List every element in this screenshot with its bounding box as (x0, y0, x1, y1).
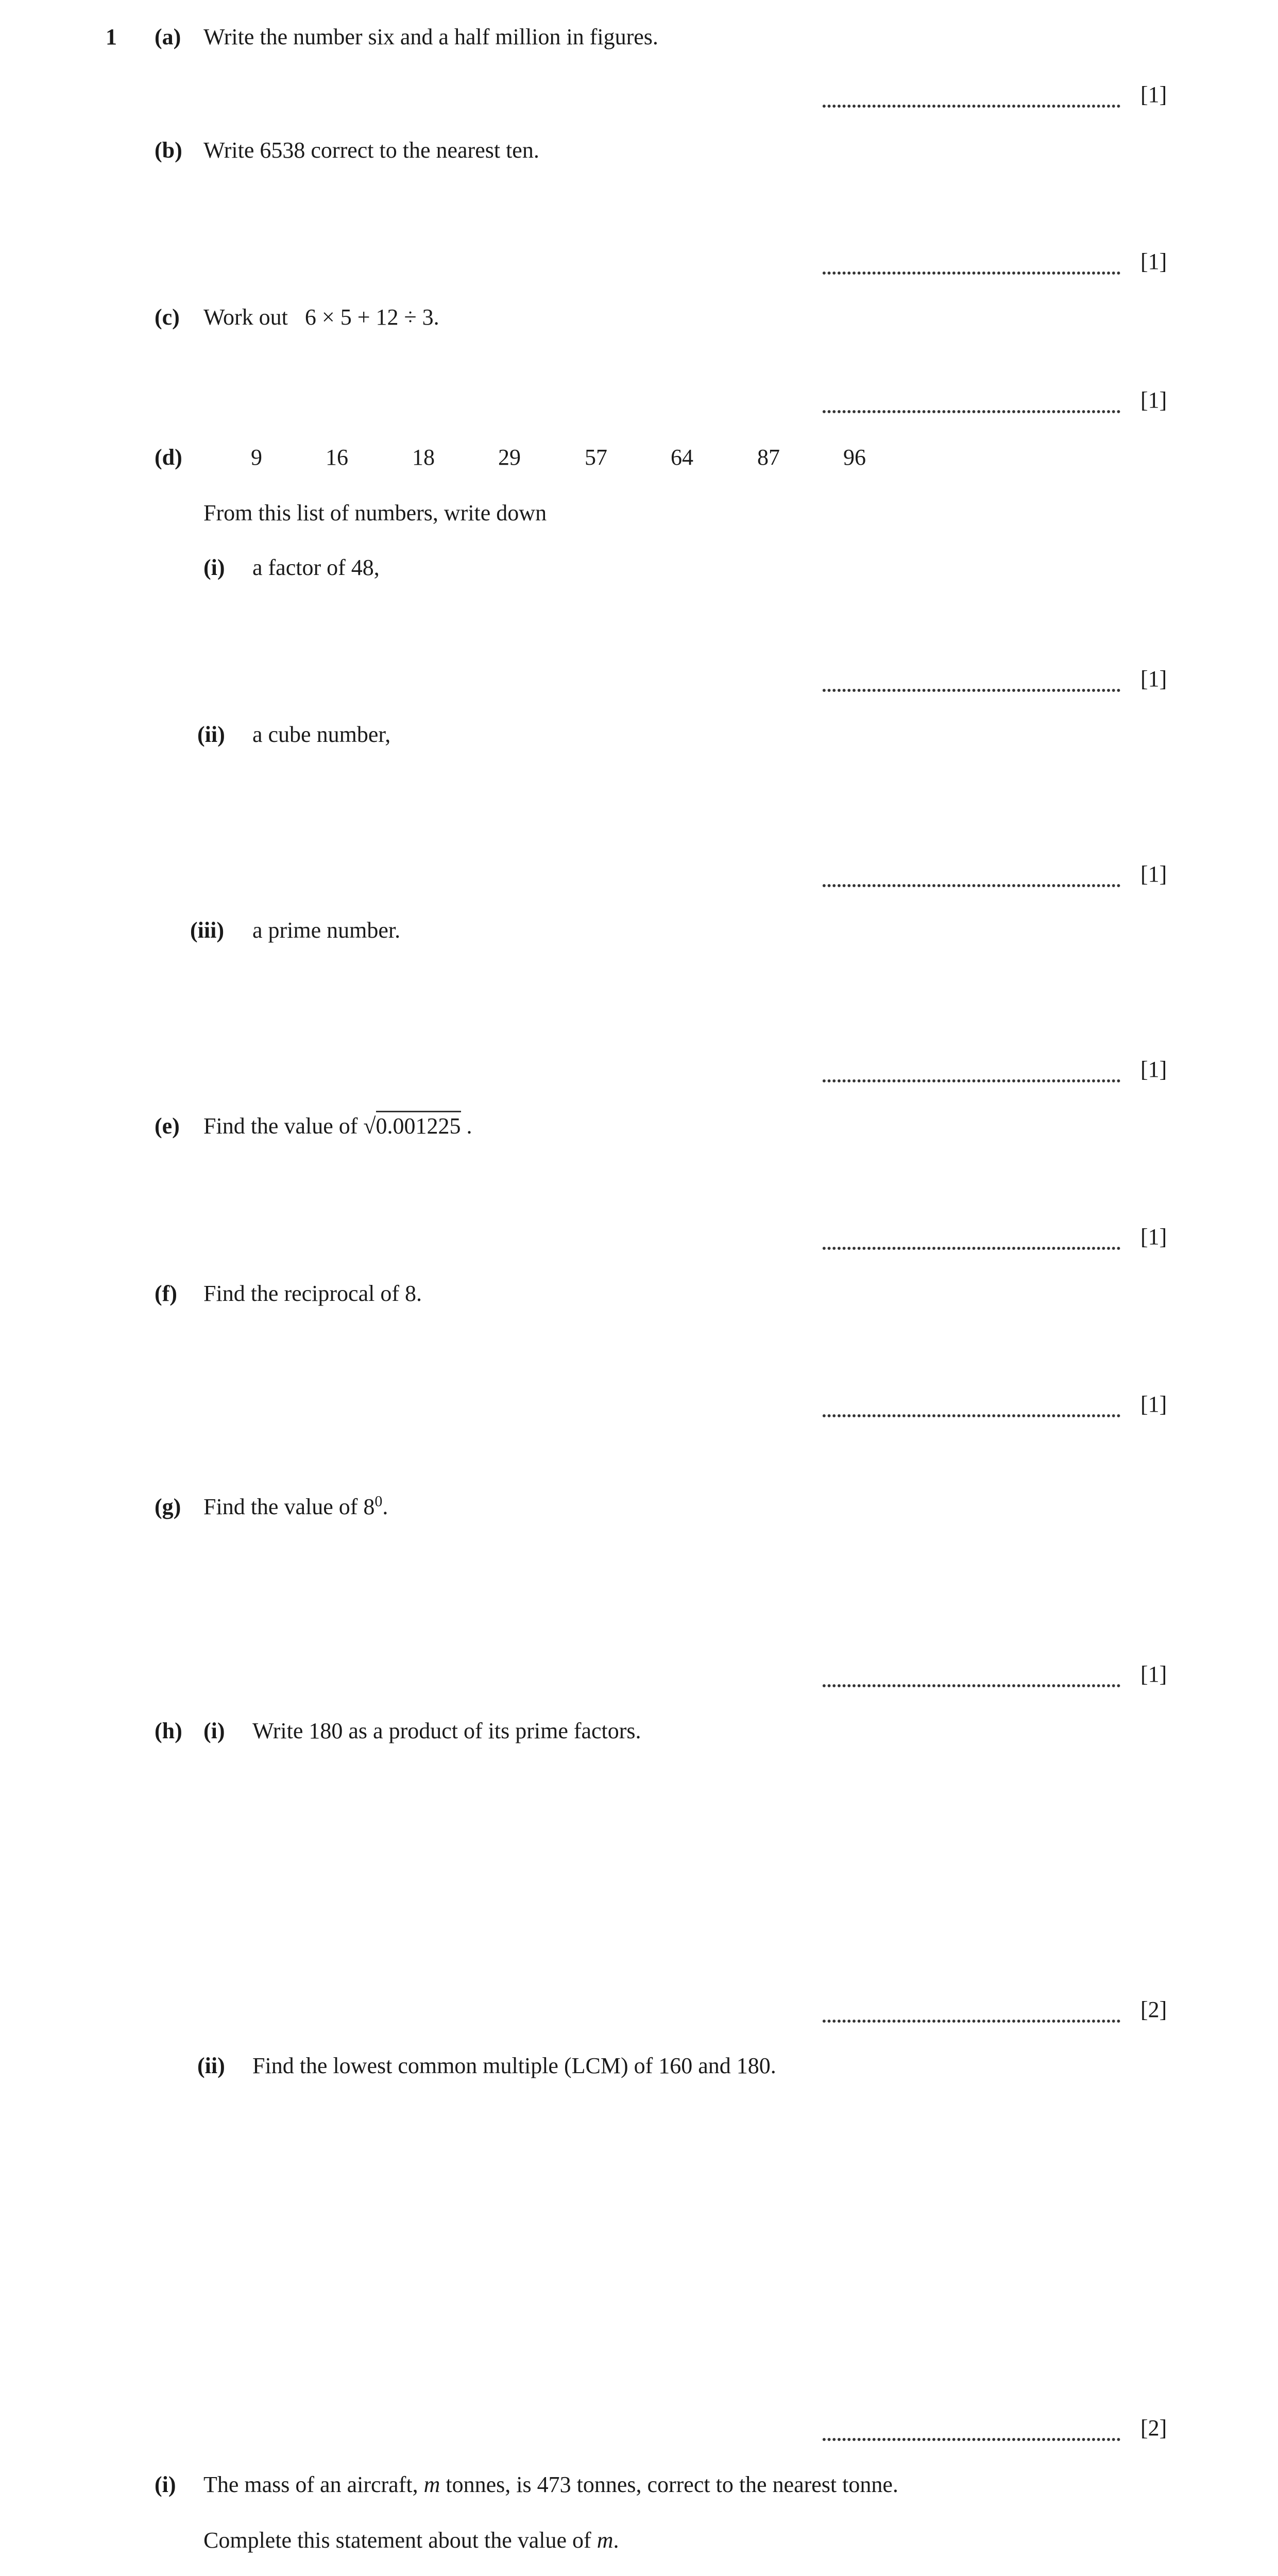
mark-d-iii: [1] (1140, 1057, 1167, 1082)
number-list-item: 18 (412, 445, 435, 470)
part-d-ii-text: a cube number, (252, 722, 391, 747)
part-i-instruction-variable: m (597, 2528, 614, 2553)
mark-d-ii: [1] (1140, 861, 1167, 887)
part-g-prefix: Find the value of 8 (203, 1494, 375, 1519)
part-d-label: (d) (155, 445, 182, 470)
number-list-item: 29 (498, 445, 521, 470)
number-list-item: 9 (251, 445, 262, 470)
number-list-item: 64 (671, 445, 693, 470)
answer-line-g[interactable] (822, 1672, 1121, 1687)
part-g-suffix: . (382, 1494, 388, 1519)
part-e-prefix: Find the value of (203, 1113, 358, 1139)
part-e-suffix: . (466, 1113, 472, 1139)
mark-f: [1] (1140, 1392, 1167, 1417)
part-f-label: (f) (155, 1281, 177, 1306)
part-i-text-1: The mass of an aircraft, (203, 2472, 424, 2497)
answer-line-f[interactable] (822, 1402, 1121, 1417)
part-a-text: Write the number six and a half million in figures. (203, 24, 658, 49)
part-i-instruction-text: Complete this statement about the value of (203, 2528, 597, 2553)
sqrt-symbol: √ (363, 1113, 376, 1139)
mark-d-i: [1] (1140, 666, 1167, 691)
part-e-radicand: 0.001225 (376, 1111, 461, 1139)
part-b-label: (b) (155, 138, 182, 163)
number-list-item: 16 (326, 445, 348, 470)
part-i-label: (i) (155, 2472, 176, 2497)
mark-a: [1] (1140, 82, 1167, 107)
part-d-ii-label: (ii) (197, 722, 225, 747)
part-d-i-text: a factor of 48, (252, 555, 380, 580)
answer-line-d-ii[interactable] (822, 872, 1121, 887)
part-d-intro: From this list of numbers, write down (203, 500, 547, 526)
part-i-text (203, 2471, 898, 2498)
part-e-text (203, 1113, 472, 1140)
mark-b: [1] (1140, 249, 1167, 274)
answer-line-a[interactable] (822, 92, 1121, 108)
mark-g: [1] (1140, 1662, 1167, 1687)
answer-line-b[interactable] (822, 259, 1121, 275)
mark-h-ii: [2] (1140, 2415, 1167, 2441)
part-i-instruction-end: . (613, 2528, 619, 2553)
mark-e: [1] (1140, 1224, 1167, 1249)
part-b-text: Write 6538 correct to the nearest ten. (203, 138, 539, 163)
answer-line-d-iii[interactable] (822, 1067, 1121, 1082)
part-d-iii-text: a prime number. (252, 918, 401, 943)
mark-h-i: [2] (1140, 1997, 1167, 2022)
number-list-item: 96 (843, 445, 866, 470)
part-i-variable: m (423, 2472, 440, 2497)
part-i-text-2: tonnes, is 473 tonnes, correct to the nearest tonne. (440, 2472, 898, 2497)
part-g-text (203, 1494, 388, 1520)
answer-line-e[interactable] (822, 1234, 1121, 1250)
part-h-i-label: (i) (203, 1718, 225, 1743)
part-i-instruction (203, 2527, 619, 2554)
part-c-prefix: Work out (203, 304, 288, 330)
part-c-expression: 6 × 5 + 12 ÷ 3 (304, 304, 434, 330)
part-e-label: (e) (155, 1113, 180, 1139)
answer-line-c[interactable] (822, 398, 1121, 413)
answer-line-h-i[interactable] (822, 2007, 1121, 2023)
part-f-text: Find the reciprocal of 8. (203, 1281, 422, 1306)
mark-c: [1] (1140, 387, 1167, 413)
answer-line-h-ii[interactable] (822, 2426, 1121, 2441)
answer-line-d-i[interactable] (822, 676, 1121, 692)
question-number: 1 (106, 24, 117, 49)
part-g-exponent: 0 (374, 1493, 383, 1510)
number-list-item: 57 (585, 445, 607, 470)
part-c-text (203, 304, 439, 331)
part-a-label: (a) (155, 24, 181, 49)
part-g-label: (g) (155, 1494, 181, 1519)
part-c-label: (c) (155, 304, 180, 330)
part-h-ii-label: (ii) (197, 2053, 225, 2078)
part-h-i-text: Write 180 as a product of its prime factors. (252, 1718, 641, 1743)
part-d-iii-label: (iii) (190, 918, 224, 943)
part-c-suffix: . (433, 304, 439, 330)
part-d-i-label: (i) (203, 555, 225, 580)
number-list-item: 87 (757, 445, 780, 470)
part-h-ii-text: Find the lowest common multiple (LCM) of 160 and 180. (252, 2053, 776, 2078)
part-h-label: (h) (155, 1718, 182, 1743)
